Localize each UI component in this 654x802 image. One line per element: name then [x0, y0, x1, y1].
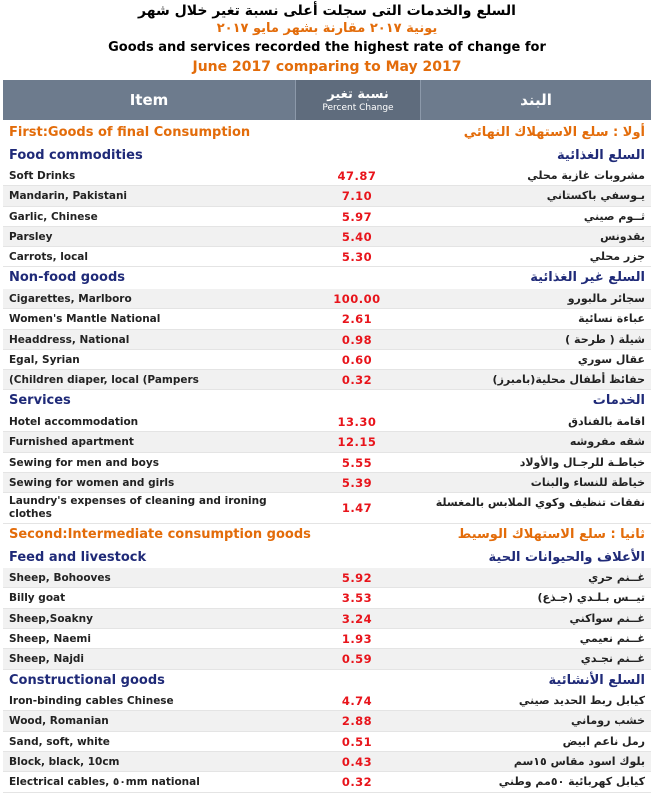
percent-change-value: 13.30 — [337, 414, 377, 429]
category-title-arabic: السلع الأنشائية — [548, 672, 645, 688]
table-row — [3, 473, 651, 493]
table-row — [3, 309, 651, 329]
percent-change-value: 100.00 — [333, 291, 381, 306]
category-title-english: Feed and livestock — [9, 549, 147, 565]
table-row — [3, 568, 651, 588]
table-row — [3, 711, 651, 731]
item-name-english: Iron-binding cables Chinese — [9, 695, 174, 708]
table-row — [3, 247, 651, 267]
table-row — [3, 453, 651, 473]
item-name-arabic: بقدونس — [600, 229, 645, 243]
item-name-arabic: غــنم نجـدي — [580, 652, 645, 666]
item-name-english: Headdress, National — [9, 333, 130, 346]
item-name-english: Furnished apartment — [9, 436, 134, 449]
item-name-arabic: تيــس بـلـدي (جـذع) — [537, 591, 645, 605]
category-row — [3, 145, 651, 167]
item-name-english: Hotel accommodation — [9, 415, 139, 428]
table-row — [3, 629, 651, 649]
percent-change-value: 5.92 — [341, 571, 373, 586]
table-row — [3, 588, 651, 608]
table-row — [3, 186, 651, 206]
section-row — [3, 122, 651, 145]
category-title-english: Constructional goods — [9, 672, 165, 688]
table-row — [3, 289, 651, 309]
category-row — [3, 670, 651, 692]
item-name-english: Sand, soft, white — [9, 735, 110, 748]
item-name-english: Billy goat — [9, 592, 66, 605]
column-percent-arabic: نسبة تغير — [327, 86, 389, 102]
category-title-arabic: الخدمات — [592, 393, 645, 409]
percent-change-value: 0.32 — [341, 373, 373, 388]
item-name-arabic: حفائظ أطفال محلية(بامبرز) — [492, 373, 645, 387]
item-name-arabic: بلوك اسود مقاس ١٥سم — [513, 755, 645, 769]
item-name-arabic: عباءة نسائية — [578, 312, 645, 326]
table-header — [3, 80, 651, 120]
percent-change-value: 3.53 — [341, 591, 373, 606]
percent-change-value: 0.32 — [341, 775, 373, 790]
percent-change-value: 1.47 — [341, 501, 373, 516]
item-name-english: Mandarin, Pakistani — [9, 190, 128, 203]
percent-change-value: 0.59 — [341, 652, 373, 667]
table-body — [3, 122, 651, 793]
category-title-arabic: السلع غير الغذائية — [530, 270, 645, 286]
item-name-english: Soft Drinks — [9, 170, 76, 182]
table-row — [3, 732, 651, 752]
section-title-arabic: ثانيا : سلع الاستهلاك الوسيط — [457, 527, 645, 543]
category-title-english: Services — [9, 393, 71, 409]
item-name-english: Electrical cables, ٥٠mm national — [9, 776, 200, 789]
table-row — [3, 752, 651, 772]
percent-change-value: 2.88 — [341, 714, 373, 729]
item-name-arabic: نفقات تنظيف وكوي الملابس بالمغسلة — [435, 496, 645, 510]
item-name-english: Laundry's expenses of cleaning and ironing clothes — [9, 495, 267, 521]
table-row — [3, 227, 651, 247]
category-title-english: Food commodities — [9, 147, 143, 163]
item-name-arabic: جزر محلي — [589, 250, 645, 264]
percent-change-value: 0.98 — [341, 332, 373, 347]
category-row — [3, 547, 651, 569]
item-name-arabic: عقال سوري — [577, 352, 645, 366]
item-name-english: (Children diaper, local (Pampers — [9, 374, 199, 387]
percent-change-value: 5.55 — [341, 455, 373, 470]
column-percent-change — [295, 80, 421, 120]
percent-change-value: 3.24 — [341, 611, 373, 626]
column-item-arabic: البند — [520, 91, 552, 109]
category-row — [3, 267, 651, 289]
item-name-arabic: شيلة ( طرحة ) — [565, 332, 645, 346]
item-name-arabic: خياطـة للرجـال والأولاد — [519, 455, 645, 469]
percent-change-value: 0.60 — [341, 352, 373, 367]
subtitle-english: June 2017 comparing to May 2017 — [192, 59, 462, 75]
category-row — [3, 390, 651, 412]
title-arabic: السلع والخدمات التى سجلت أعلى نسبة تغير خلال شهر — [138, 3, 516, 19]
item-name-arabic: سجائر مالبورو — [567, 291, 645, 305]
percent-change-value: 2.61 — [341, 312, 373, 327]
category-title-arabic: السلع الغذائية — [557, 147, 645, 163]
item-name-arabic: خشب روماني — [571, 714, 645, 728]
percent-change-value: 5.39 — [341, 475, 373, 490]
percent-change-value: 4.74 — [341, 694, 373, 709]
page-header — [0, 2, 654, 76]
item-name-english: Sheep,Soakny — [9, 612, 93, 625]
item-name-english: Sewing for women and girls — [9, 476, 175, 489]
item-name-english: Women's Mantle National — [9, 313, 161, 326]
table-row — [3, 609, 651, 629]
percent-change-value: 1.93 — [341, 632, 373, 647]
item-name-arabic: يـوسفي باكستاني — [546, 189, 645, 203]
section-title-english: Second:Intermediate consumption goods — [9, 527, 311, 543]
percent-change-value: 5.40 — [341, 229, 373, 244]
item-name-english: Garlic, Chinese — [9, 210, 98, 223]
percent-change-value: 0.51 — [341, 734, 373, 749]
table-row — [3, 412, 651, 432]
category-title-english: Non-food goods — [9, 270, 126, 286]
item-name-arabic: كيابل ربط الحديد صيني — [518, 694, 645, 708]
item-name-arabic: خياطة للنساء والبنات — [530, 475, 645, 489]
item-name-english: Wood, Romanian — [9, 715, 109, 728]
table-row — [3, 432, 651, 452]
item-name-arabic: كيابل كهربائية ٥٠مم وطني — [498, 775, 645, 789]
percent-change-value: 0.43 — [341, 755, 373, 770]
table-row — [3, 691, 651, 711]
section-title-english: First:Goods of final Consumption — [9, 125, 251, 140]
item-name-arabic: شقه مفروشه — [569, 435, 645, 449]
percent-change-value: 7.10 — [341, 189, 373, 204]
item-name-english: Sheep, Najdi — [9, 653, 85, 666]
table-row — [3, 330, 651, 350]
item-name-english: Block, black, 10cm — [9, 756, 120, 769]
title-english: Goods and services recorded the highest rate of change for — [108, 40, 546, 55]
section-row — [3, 524, 651, 547]
item-name-english: Parsley — [9, 230, 53, 243]
item-name-arabic: مشروبات غازية محلي — [527, 169, 645, 182]
percent-change-value: 47.87 — [337, 169, 377, 183]
table-row — [3, 493, 651, 524]
item-name-arabic: ثــوم صيني — [583, 209, 645, 223]
column-item: Item — [129, 91, 169, 109]
subtitle-arabic: يونية ٢٠١٧ مقارنة بشهر مايو ٢٠١٧ — [216, 21, 438, 36]
table-row — [3, 166, 651, 186]
item-name-arabic: غــنم حري — [588, 571, 645, 585]
category-title-arabic: الأعلاف والحيوانات الحية — [488, 549, 645, 565]
table-row — [3, 370, 651, 390]
item-name-english: Cigarettes, Marlboro — [9, 292, 132, 305]
table-row — [3, 350, 651, 370]
item-name-english: Carrots, local — [9, 251, 88, 264]
percent-change-value: 5.30 — [341, 250, 373, 265]
item-name-english: Sheep, Bohooves — [9, 572, 111, 585]
section-title-arabic: أولا : سلع الاستهلاك النهائي — [463, 125, 645, 140]
table-row — [3, 207, 651, 227]
item-name-english: Egal, Syrian — [9, 353, 80, 366]
percent-change-value: 12.15 — [337, 435, 377, 450]
table-row — [3, 772, 651, 792]
item-name-arabic: رمل ناعم ابيض — [562, 734, 645, 748]
item-name-english: Sheep, Naemi — [9, 633, 91, 646]
column-percent-english: Percent Change — [322, 102, 394, 113]
item-name-arabic: اقامة بالفنادق — [568, 414, 645, 428]
item-name-arabic: غــنم نعيمي — [579, 632, 645, 646]
item-name-arabic: غــنم سواكني — [569, 611, 645, 625]
percent-change-value: 5.97 — [341, 209, 373, 224]
table-row — [3, 649, 651, 669]
item-name-english: Sewing for men and boys — [9, 456, 159, 469]
